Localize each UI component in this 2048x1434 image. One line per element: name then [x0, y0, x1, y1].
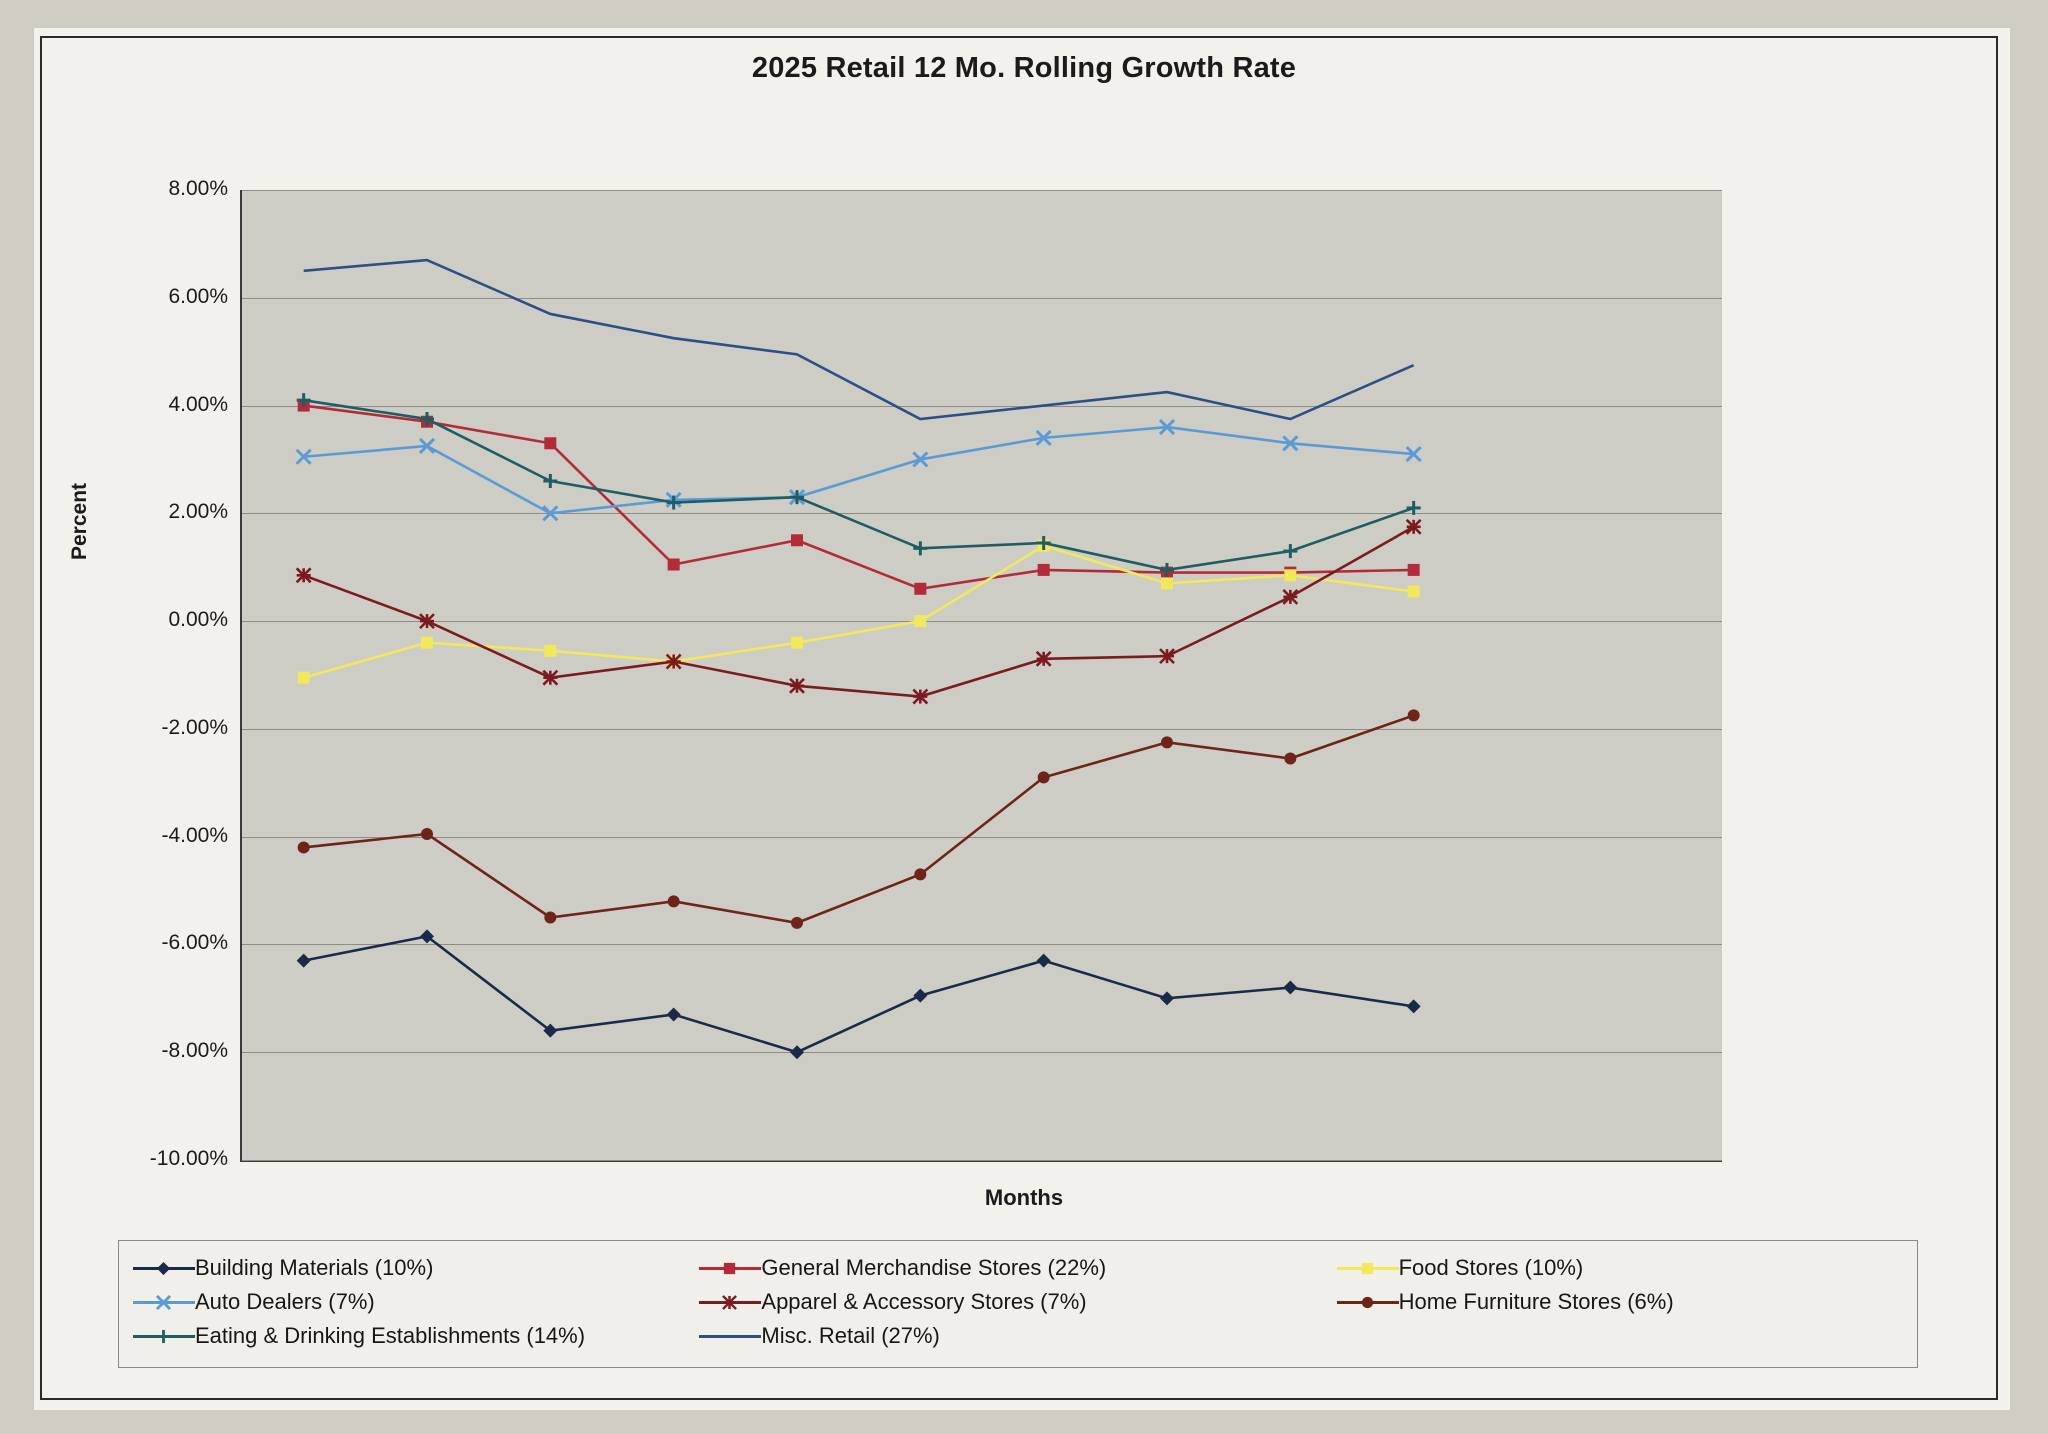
- series-6: [297, 393, 1421, 577]
- legend-label: Apparel & Accessory Stores (7%): [761, 1289, 1087, 1314]
- data-point-marker: [913, 541, 927, 555]
- data-point-marker: [157, 1262, 170, 1275]
- data-point-marker: [913, 690, 927, 704]
- series-line: [304, 406, 1414, 589]
- data-point-marker: [1160, 991, 1174, 1005]
- data-point-marker: [914, 583, 926, 595]
- plot-area: [240, 190, 1722, 1162]
- data-point-marker: [298, 841, 310, 853]
- gridline: [242, 1160, 1722, 1161]
- data-point-marker: [724, 1263, 735, 1274]
- y-tick-label: -4.00%: [161, 823, 228, 847]
- data-point-marker: [791, 534, 803, 546]
- data-point-marker: [298, 672, 310, 684]
- data-point-marker: [1037, 652, 1051, 666]
- legend-marker-icon: [1337, 1292, 1399, 1312]
- series-line: [304, 715, 1414, 922]
- legend-item[interactable]: [1337, 1251, 1903, 1285]
- data-point-marker: [1037, 954, 1051, 968]
- data-point-marker: [667, 655, 681, 669]
- data-point-marker: [791, 917, 803, 929]
- data-point-marker: [667, 1008, 681, 1022]
- data-point-marker: [1361, 1297, 1372, 1308]
- legend-item[interactable]: [133, 1319, 699, 1353]
- data-point-marker: [1408, 564, 1420, 576]
- data-point-marker: [723, 1296, 736, 1309]
- series-0: [297, 929, 1421, 1059]
- x-axis-label: Months: [984, 1185, 1064, 1210]
- y-tick-label: -8.00%: [161, 1039, 228, 1063]
- series-3: [297, 420, 1421, 520]
- data-point-marker: [913, 989, 927, 1003]
- legend-label: Auto Dealers (7%): [195, 1289, 375, 1314]
- data-point-marker: [544, 645, 556, 657]
- y-tick-label: 0.00%: [168, 608, 228, 632]
- legend-label: Home Furniture Stores (6%): [1398, 1289, 1674, 1314]
- series-line: [304, 260, 1414, 419]
- y-tick-label: 4.00%: [168, 392, 228, 416]
- data-point-marker: [543, 474, 557, 488]
- data-point-marker: [1407, 999, 1421, 1013]
- data-point-marker: [914, 868, 926, 880]
- legend-row: [133, 1251, 1903, 1285]
- data-point-marker: [668, 895, 680, 907]
- legend-marker-icon: [699, 1326, 761, 1346]
- data-point-marker: [297, 954, 311, 968]
- legend-label: General Merchandise Stores (22%): [761, 1255, 1107, 1280]
- data-point-marker: [543, 671, 557, 685]
- y-tick-label: -6.00%: [161, 931, 228, 955]
- data-point-marker: [1408, 585, 1420, 597]
- chart-title: 2025 Retail 12 Mo. Rolling Growth Rate: [751, 52, 1297, 84]
- data-series-layer: [242, 190, 1722, 1160]
- data-point-marker: [297, 568, 311, 582]
- data-point-marker: [1160, 649, 1174, 663]
- legend-item[interactable]: [133, 1251, 699, 1285]
- data-point-marker: [157, 1296, 170, 1309]
- data-point-marker: [1038, 564, 1050, 576]
- legend-marker-icon: [1337, 1258, 1399, 1278]
- legend-label: Building Materials (10%): [195, 1255, 434, 1280]
- data-point-marker: [544, 437, 556, 449]
- data-point-marker: [1283, 590, 1297, 604]
- data-point-marker: [1161, 577, 1173, 589]
- chart-legend: [118, 1240, 1918, 1368]
- legend-label: Eating & Drinking Establishments (14%): [195, 1323, 586, 1348]
- data-point-marker: [790, 679, 804, 693]
- data-point-marker: [1284, 569, 1296, 581]
- legend-marker-icon: [133, 1258, 195, 1278]
- data-point-marker: [914, 615, 926, 627]
- data-point-marker: [1407, 520, 1421, 534]
- legend-marker-icon: [699, 1258, 761, 1278]
- series-4: [297, 520, 1421, 704]
- data-point-marker: [667, 496, 681, 510]
- data-point-marker: [1284, 753, 1296, 765]
- data-point-marker: [421, 637, 433, 649]
- series-1: [298, 400, 1420, 595]
- legend-item[interactable]: [699, 1319, 1336, 1353]
- data-point-marker: [1038, 771, 1050, 783]
- data-point-marker: [1161, 736, 1173, 748]
- legend-marker-icon: [699, 1292, 761, 1312]
- data-point-marker: [421, 828, 433, 840]
- legend-label: Food Stores (10%): [1398, 1255, 1584, 1280]
- series-7: [304, 260, 1414, 419]
- series-line: [304, 936, 1414, 1052]
- data-point-marker: [420, 614, 434, 628]
- data-point-marker: [791, 637, 803, 649]
- legend-label: Misc. Retail (27%): [761, 1323, 940, 1348]
- legend-marker-icon: [133, 1292, 195, 1312]
- legend-item[interactable]: [133, 1285, 699, 1319]
- series-line: [304, 527, 1414, 697]
- data-point-marker: [1407, 501, 1421, 515]
- data-point-marker: [1283, 981, 1297, 995]
- legend-item[interactable]: [1337, 1285, 1903, 1319]
- legend-row: [133, 1319, 1903, 1353]
- y-tick-label: 2.00%: [168, 500, 228, 524]
- y-tick-label: -10.00%: [149, 1147, 228, 1170]
- legend-row: [133, 1285, 1903, 1319]
- series-5: [298, 709, 1420, 928]
- y-axis-label: Percent: [68, 482, 91, 560]
- y-tick-label: 8.00%: [168, 177, 228, 200]
- y-tick-label: -2.00%: [161, 715, 228, 739]
- legend-marker-icon: [133, 1326, 195, 1346]
- data-point-marker: [544, 912, 556, 924]
- series-line: [304, 400, 1414, 570]
- data-point-marker: [1408, 709, 1420, 721]
- data-point-marker: [668, 559, 680, 571]
- data-point-marker: [790, 1045, 804, 1059]
- y-tick-label: 6.00%: [168, 284, 228, 308]
- data-point-marker: [157, 1330, 170, 1343]
- legend-item[interactable]: [699, 1251, 1336, 1285]
- legend-item[interactable]: [699, 1285, 1336, 1319]
- data-point-marker: [1361, 1263, 1372, 1274]
- data-point-marker: [1283, 544, 1297, 558]
- series-2: [298, 540, 1420, 684]
